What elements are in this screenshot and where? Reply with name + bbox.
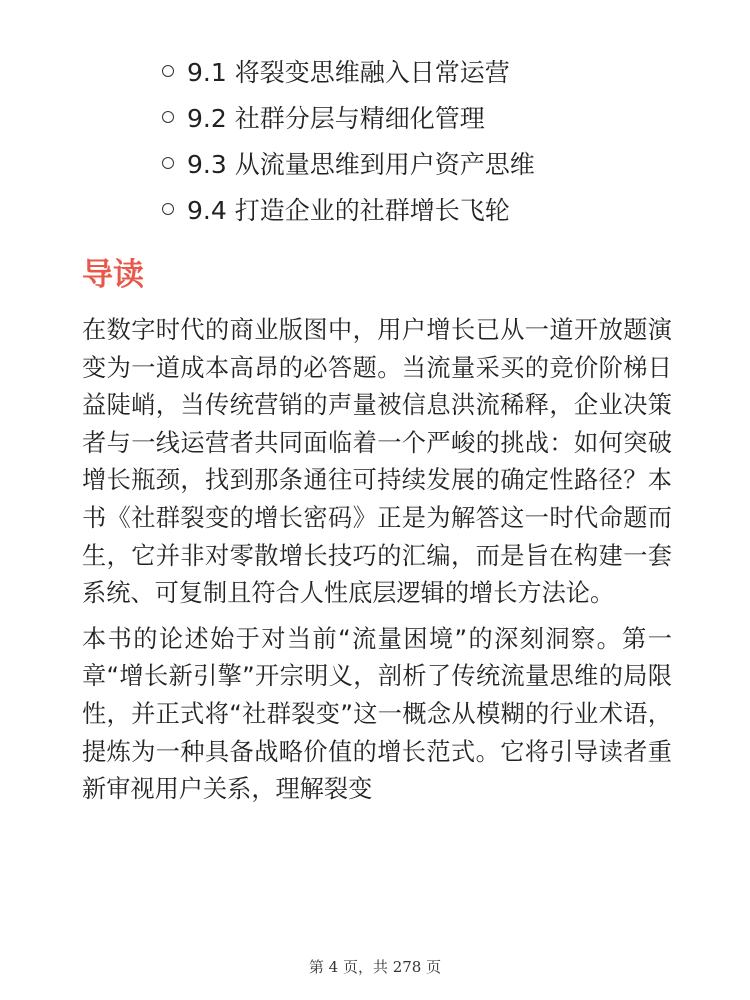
table-of-contents xyxy=(162,48,535,232)
toc-item-label: 9.1 将裂变思维融入日常运营 xyxy=(187,58,510,87)
circle-bullet-icon xyxy=(162,157,174,169)
paragraph-1: 在数字时代的商业版图中，用户增长已从一道开放题演变为一道成本高昂的必答题。当流量采买的竞价阶梯日益陡峭，当传统营销的声量被信息洪流稀释，企业决策者与一线运营者共同面临着一个严峻的挑战：如何突破增长瓶颈，找到那条通往可持续发展的确定性路径？本书《社群裂变的增长密码》正是为解答这一时代命题而生，它并非对零散增长技巧的汇编，而是旨在构建一套系统、可复制且符合人性底层逻辑的增长方法论。 xyxy=(82,316,672,608)
toc-item-label: 9.2 社群分层与精细化管理 xyxy=(187,104,485,133)
circle-bullet-icon xyxy=(162,65,174,77)
circle-bullet-icon xyxy=(162,203,174,215)
toc-item-9-1[interactable] xyxy=(162,48,535,94)
circle-bullet-icon xyxy=(162,111,174,123)
paragraph-2: 本书的论述始于对当前“流量困境”的深刻洞察。第一章“增长新引擎”开宗明义，剖析了传统流量思维的局限性，并正式将“社群裂变”这一概念从模糊的行业术语，提炼为一种具备战略价值的增长范式。它将引导读者重新审视用户关系，理解裂变 xyxy=(82,624,672,804)
toc-item-label: 9.3 从流量思维到用户资产思维 xyxy=(187,150,535,179)
toc-item-9-3[interactable] xyxy=(162,140,535,186)
toc-item-9-2[interactable] xyxy=(162,94,535,140)
section-heading: 导读 xyxy=(82,257,144,293)
toc-item-9-4[interactable] xyxy=(162,186,535,232)
toc-item-label: 9.4 打造企业的社群增长飞轮 xyxy=(187,196,510,225)
page-footer: 第 4 页，共 278 页 xyxy=(308,958,442,976)
body-text xyxy=(82,312,672,817)
